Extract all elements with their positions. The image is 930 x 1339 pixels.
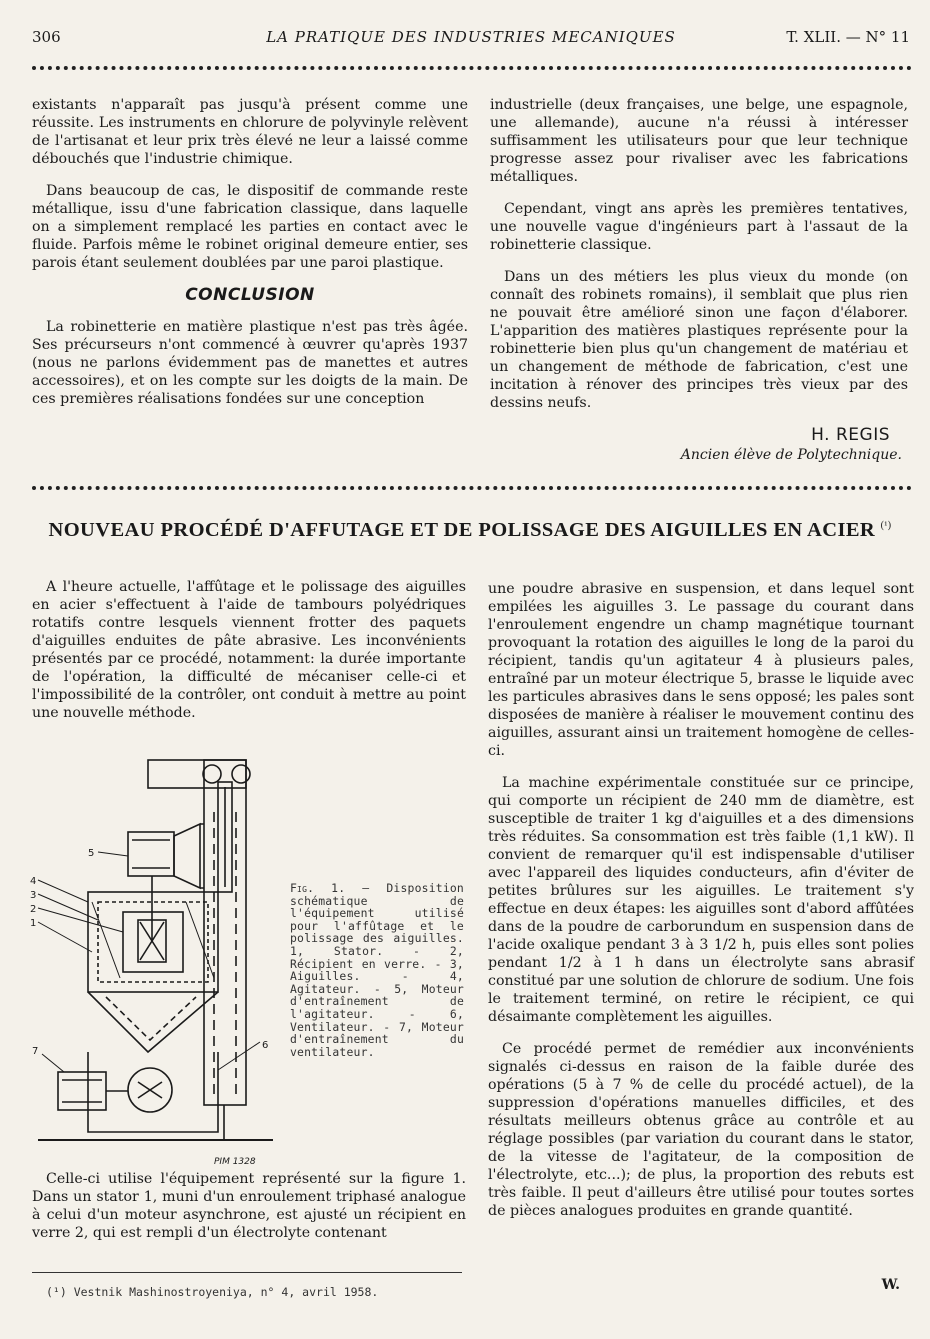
footnote-rule (32, 1272, 462, 1273)
journal-title: LA PRATIQUE DES INDUSTRIES MECANIQUES (266, 28, 676, 46)
running-header (32, 28, 910, 52)
article-title-text: NOUVEAU PROCÉDÉ D'AFFUTAGE ET DE POLISSAGE DES AIGUILLES EN ACIER (48, 519, 876, 541)
article-right-column (488, 580, 914, 1234)
header-dotted-rule (32, 66, 912, 70)
paragraph: La robinetterie en matière plastique n'est pas très âgée. Ses précurseurs n'ont commencé à œuvrer qu'après 1937 (nous ne parlons évidemment pas de manettes et autres accessoires), et on les compte sur les doigts de la main. De ces premières réalisations fondées sur une conception (32, 319, 468, 407)
footnote: (¹) Vestnik Mashinostroyeniya, n° 4, avril 1958. (46, 1285, 379, 1299)
author-name: H. REGIS (811, 425, 890, 445)
figure-label: 3 (30, 890, 37, 901)
prev-article-left-column (32, 96, 468, 422)
figure-label: 2 (30, 904, 37, 915)
paragraph: A l'heure actuelle, l'affûtage et le polissage des aiguilles en acier s'effectuent à l'aide de tambours polyédriques rotatifs contre lesquels viennent frotter des paquets d'aiguilles enduites de pâte abrasive. Les inconvénients présentés par ce procédé, notamment: la durée importante de l'opération, la difficulté de mécaniser celle-ci et l'impossibilité de la contrôler, ont conduit à mettre au point une nouvelle méthode. (32, 579, 466, 721)
machine-diagram (28, 752, 286, 1172)
section-dotted-rule (32, 486, 912, 490)
article-left-column-bottom (32, 1170, 466, 1256)
figure-label: 1 (30, 918, 37, 929)
paragraph: Celle-ci utilise l'équipement représenté sur la figure 1. Dans un stator 1, muni d'un enroulement triphasé analogue à celui d'un moteur asynchrone, est ajusté un récipient en verre 2, qui est rempli d'un électrolyte contenant (32, 1171, 466, 1241)
prev-article-right-column (490, 96, 908, 464)
article-signature: W. (881, 1277, 900, 1293)
figure-caption-title: Disposition schématique de l'équipement utilisé pour l'affûtage et le polissage des aiguilles. (290, 881, 464, 946)
figure-caption-lead: Fig. 1. — (290, 881, 370, 895)
paragraph: Dans un des métiers les plus vieux du monde (on connaît des robinets romains), il semblait que plus rien ne pouvait être amélioré sinon une façon d'élaborer. L'apparition des matières plastiques représente pour la robinetterie bien plus qu'un changement de matériau et un changement de méthode de fabrication, c'est une incitation à rénover des principes très vieux par des dessins neufs. (490, 269, 908, 411)
article-title (40, 519, 900, 542)
figure-1 (28, 752, 286, 1172)
figure-caption (290, 882, 464, 1058)
page-number: 306 (32, 28, 61, 46)
figure-label: 4 (30, 876, 37, 887)
volume-issue: T. XLII. — N° 11 (786, 28, 910, 46)
author-role: Ancien élève de Polytechnique. (680, 447, 902, 463)
paragraph: Cependant, vingt ans après les premières tentatives, une nouvelle vague d'ingénieurs part à l'assaut de la robinetterie classique. (490, 201, 908, 253)
figure-label: 5 (88, 848, 95, 859)
paragraph: La machine expérimentale constituée sur ce principe, qui comporte un récipient de 240 mm de diamètre, est susceptible de traiter 1 kg d'aiguilles et a des dimensions très réduites. Sa consommation est très faible (1,1 kW). Il convient de remarquer qu'il est indispensable d'utiliser avec l'appareil des liquides conducteurs, afin d'éviter de petites brûlures sur les aiguilles. Le traitement s'y effectue en deux étapes: les aiguilles sont d'abord affûtées dans de la poudre de carborundum en suspension dans de l'acide oxalique pendant 3 à 3 1/2 h, puis elles sont polies pendant 1/2 à 1 h dans un électrolyte sans abrasif constitué par une solution de chlorure de sodium. Une fois le traitement terminé, on retire le récipient, ce qui désaimante complètement les aiguilles. (488, 775, 914, 1025)
figure-label: 6 (262, 1040, 269, 1051)
conclusion-heading: CONCLUSION (185, 285, 315, 305)
paragraph: industrielle (deux françaises, une belge, une espagnole, une allemande), aucune n'a réussi à intéresser suffisamment les utilisateurs pour que leur technique progresse assez pour rivaliser avec les fabrications métalliques. (490, 97, 908, 185)
drawing-reference: PIM 1328 (214, 1157, 256, 1167)
paragraph: Dans beaucoup de cas, le dispositif de commande reste métallique, issu d'une fabrication classique, dans laquelle on a simplement remplacé les parties en contact avec le fluide. Parfois même le robinet original demeure entier, ses parois étant seulement doublées par une paroi plastique. (32, 183, 468, 271)
title-footnote-mark: (¹) (880, 520, 892, 532)
paragraph: une poudre abrasive en suspension, et dans lequel sont empilées les aiguilles 3. Le passage du courant dans l'enroulement engendre un champ magnétique tournant provoquant la rotation des aiguilles le long de la paroi du récipient, tandis qu'un agitateur 4 à plusieurs pales, entraîné par un moteur électrique 5, brasse le liquide avec les particules abrasives dans le sens opposé; les pales sont disposées de manière à réaliser le mouvement continu des aiguilles, assurant ainsi un traitement homogène de celles-ci. (488, 581, 914, 759)
figure-label: 7 (32, 1046, 39, 1057)
figure-caption-legend: 1, Stator. - 2, Récipient en verre. - 3, Aiguilles. - 4, Agitateur. - 5, Moteur d'entraînement de l'agitateur. - 6, Ventilateur. - 7, Moteur d'entraînement du ventilateur. (290, 943, 464, 1059)
paragraph: existants n'apparaît pas jusqu'à présent comme une réussite. Les instruments en chlorure de polyvinyle relèvent de l'artisanat et leur prix très élevé ne leur a laissé comme débouchés que l'industrie chimique. (32, 97, 468, 167)
paragraph: Ce procédé permet de remédier aux inconvénients signalés ci-dessus en raison de la faible durée des opérations (5 à 7 % de celle du procédé actuel), de la suppression d'opérations manuelles difficiles, et des résultats meilleurs obtenus grâce au contrôle et au réglage possibles (par variation du courant dans le stator, de la vitesse de l'agitateur, de la composition de l'électrolyte, etc...); de plus, la proportion des rebuts est très faible. Il peut d'ailleurs être utilisé pour toutes sortes de pièces analogues produites en grande quantité. (488, 1041, 914, 1219)
article-left-column-top (32, 578, 466, 736)
